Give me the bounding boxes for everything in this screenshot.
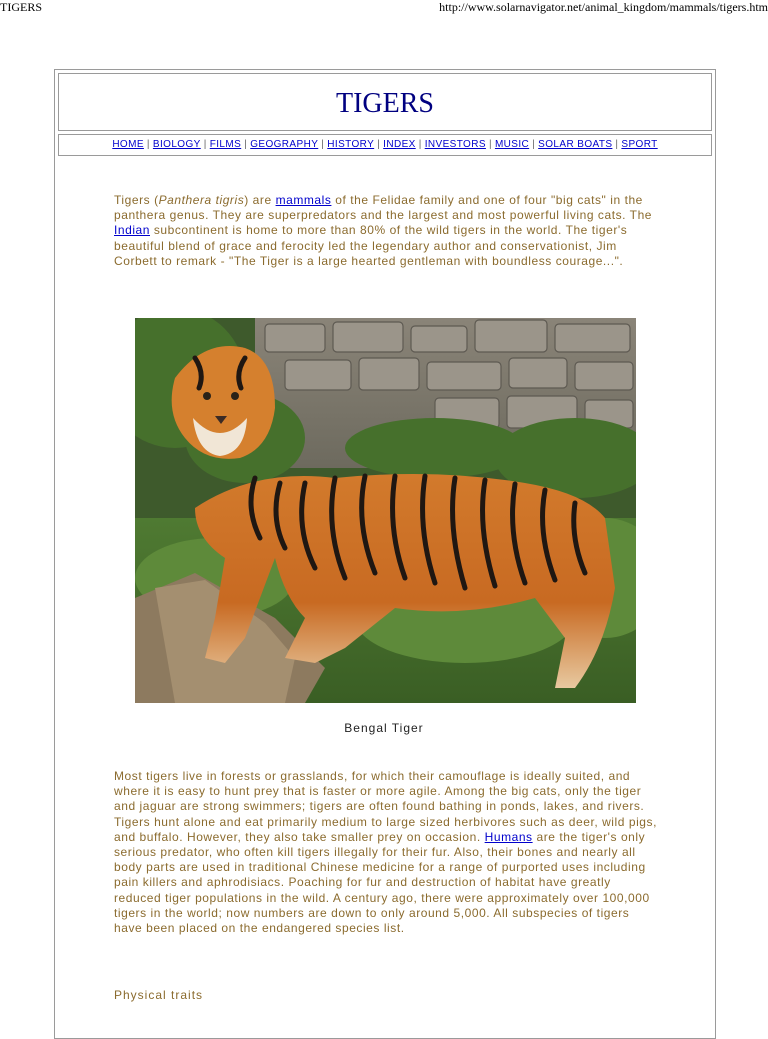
photo-caption: Bengal Tiger <box>344 721 424 735</box>
intro-text: of the Felidae family and one of four "big cats" in the panthera genus. They are superpredators and the largest and most powerful living cats. The <box>114 193 653 223</box>
mammals-link[interactable]: mammals <box>275 193 332 207</box>
nav-separator: | <box>615 139 619 150</box>
nav-link-biology[interactable]: BIOLOGY <box>152 139 201 150</box>
species-name: Panthera tigris <box>158 193 245 207</box>
nav-link-index[interactable]: INDEX <box>383 139 416 150</box>
indian-link[interactable]: Indian <box>114 223 150 238</box>
nav-separator: | <box>321 139 325 150</box>
nav-link-music[interactable]: MUSIC <box>494 139 530 150</box>
nav-separator: | <box>203 139 207 150</box>
nav-separator: | <box>377 139 381 150</box>
intro-text: Tigers ( <box>114 193 159 207</box>
nav-separator: | <box>146 139 150 150</box>
intro-text: ) are <box>244 193 276 207</box>
nav-link-geography[interactable]: GEOGRAPHY <box>250 139 319 150</box>
title-box <box>58 73 712 131</box>
body-paragraph <box>114 769 659 936</box>
nav-separator: | <box>532 139 536 150</box>
section-heading-physical-traits: Physical traits <box>114 988 204 1002</box>
nav-link-home[interactable]: HOME <box>112 139 144 150</box>
print-header-url: http://www.solarnavigator.net/animal_kingdom/mammals/tigers.htm <box>439 0 768 14</box>
print-header <box>0 0 768 16</box>
print-header-title: TIGERS <box>0 0 42 14</box>
nav-link-sport[interactable]: SPORT <box>621 139 658 150</box>
intro-text: subcontinent is home to more than 80% of the wild tigers in the world. The tiger's beautiful blend of grace and ferocity led the legendary author and conservationist, Jim Corbett to remark - "The Tiger is a large hearted gentleman with boundless courage...". <box>114 223 628 268</box>
nav-link-history[interactable]: HISTORY <box>327 139 375 150</box>
nav-separator: | <box>418 139 422 150</box>
nav-link-films[interactable]: FILMS <box>209 139 242 150</box>
nav-separator: | <box>244 139 248 150</box>
nav-link-investors[interactable]: INVESTORS <box>424 139 486 150</box>
nav-link-solar-boats[interactable]: SOLAR BOATS <box>538 139 613 150</box>
body-text: Most tigers live in forests or grasslands, for which their camouflage is ideally suited, and where it is easy to hunt prey that is faster or more agile. Among the big cats, only the tiger and jaguar are strong swimmers; tigers are often found bathing in ponds, lakes, and rivers. Tigers hunt alone and eat primarily medium to large sized herbivores such as deer, wild pigs, and buffalo. However, they also take smaller prey on occasion. <box>114 769 657 844</box>
nav-separator: | <box>488 139 492 150</box>
humans-link[interactable]: Humans <box>484 829 533 844</box>
intro-paragraph <box>114 193 659 269</box>
page-title: TIGERS <box>336 88 434 119</box>
bengal-tiger-photo <box>135 318 636 703</box>
nav-bar <box>58 134 712 156</box>
body-text: are the tiger's only serious predator, who often kill tigers illegally for their fur. Also, their bones and nearly all body parts are used in traditional Chinese medicine for a range of purported uses including pain killers and aphrodisiacs. Poaching for fur and destruction of habitat have greatly reduced tiger populations in the wild. A century ago, there were approximately over 100,000 tigers in the world; now numbers are down to only around 5,000. All subspecies of tigers have been placed on the endangered species list. <box>114 829 650 936</box>
